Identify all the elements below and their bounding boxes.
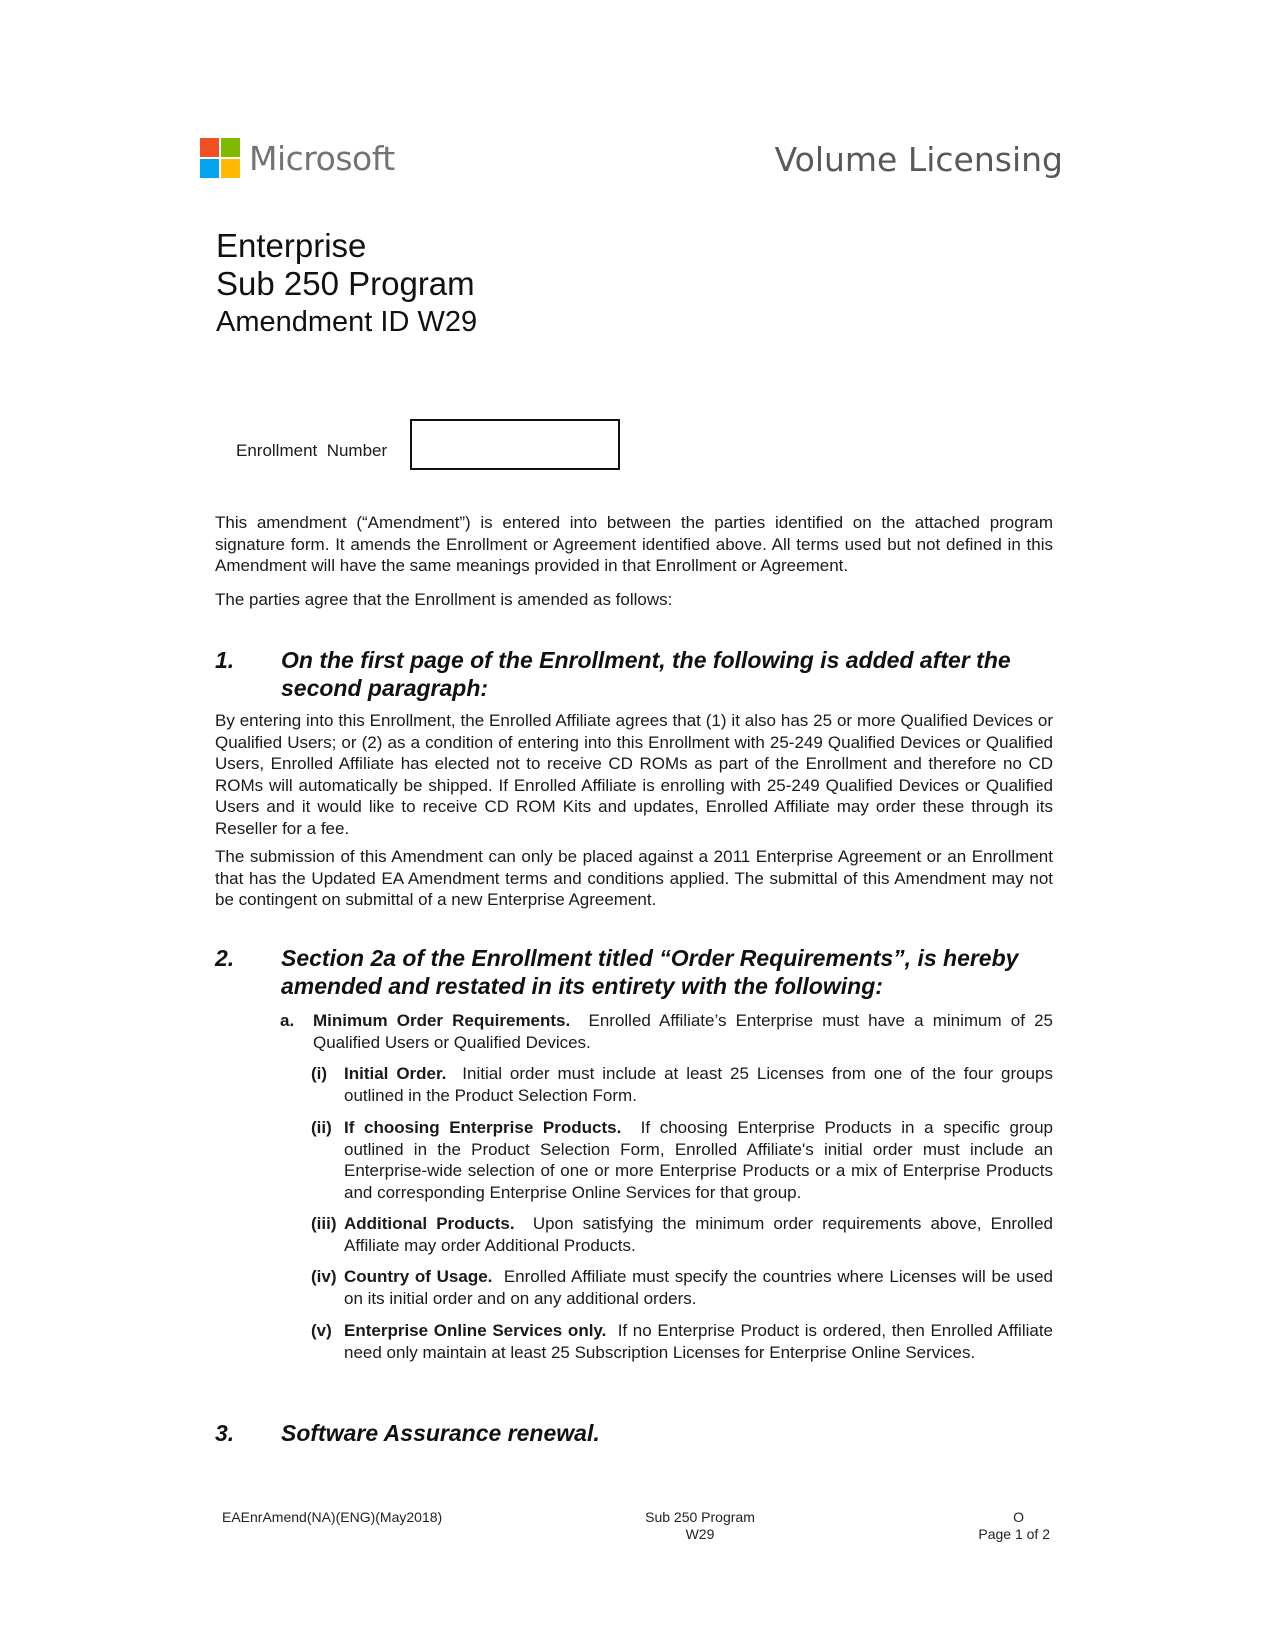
subitem-iii	[311, 1213, 1053, 1257]
subitem-iv-text: Enrolled Affiliate must specify the countries where Licenses will be used on its initial order and on any additional orders.	[344, 1267, 1053, 1308]
subitem-i-text: Initial order must include at least 25 Licenses from one of the four groups outlined in the Product Selection Form.	[344, 1064, 1053, 1105]
subitem-v	[311, 1320, 1053, 1386]
subitem-ii-text: If choosing Enterprise Products in a specific group outlined in the Product Selection Form, Enrolled Affiliate's initial order must include an Enterprise-wide selection of one or more Enterprise Products or a mix of Enterprise Products and corresponding Enterprise Online Services for that group.	[344, 1118, 1053, 1202]
section-3-heading	[215, 1419, 1055, 1449]
footer-program-name: Sub 250 Program	[645, 1509, 755, 1525]
section-2-title: Section 2a of the Enrollment titled “Order Requirements”, is hereby amended and restated in its entirety with the following:	[281, 945, 1019, 999]
subitem-iv	[311, 1266, 1053, 1310]
section-3-number: 3.	[215, 1420, 235, 1446]
subitem-iii-text: Upon satisfying the minimum order requirements above, Enrolled Affiliate may order Additional Products.	[344, 1214, 1053, 1255]
subitem-iii-label: (iii)	[311, 1214, 337, 1233]
item-a-title: Minimum Order Requirements.	[313, 1011, 571, 1030]
section-1-heading	[215, 646, 1055, 702]
subitem-v-text: If no Enterprise Product is ordered, then Enrolled Affiliate need only maintain at least 25 Subscription Licenses for Enterprise Online Services.	[344, 1321, 1053, 1362]
logo-text: Microsoft	[249, 138, 395, 178]
section-1-paragraph-2: The submission of this Amendment can only be placed against a 2011 Enterprise Agreement or an Enrollment that has the Updated EA Amendment terms and conditions applied. The submittal of this Amendment may not be contingent on submittal of a new Enterprise Agreement.	[215, 847, 1053, 909]
subitem-ii	[311, 1117, 1053, 1205]
enrollment-number-label: Enrollment Number	[236, 441, 388, 460]
microsoft-logo	[200, 138, 395, 178]
subitem-v-label: (v)	[311, 1321, 332, 1340]
enrollment-number-field[interactable]	[410, 419, 620, 470]
subitem-i-label: (i)	[311, 1064, 328, 1083]
footer-document-code: EAEnrAmend(NA)(ENG)(May2018)	[222, 1509, 443, 1525]
section-1-paragraph-1: By entering into this Enrollment, the Enrolled Affiliate agrees that (1) it also has 25 or more Qualified Devices or Qualified Users; or (2) as a condition of entering into this Enrollment with 25-249 Qualified Devices or Qualified Users, Enrolled Affiliate has elected not to receive CD ROMs as part of the Enrollment and therefore no CD ROMs will automatically be shipped. If Enrolled Affiliate is enrolling with 25-249 Qualified Devices or Qualified Users and it would like to receive CD ROM Kits and updates, Enrolled Affiliate may order these through its Reseller for a fee.	[215, 711, 1053, 838]
subitem-i	[311, 1063, 1053, 1107]
intro-agreement-line: The parties agree that the Enrollment is amended as follows:	[215, 590, 673, 609]
title-line-1: Enterprise	[216, 227, 367, 264]
footer-center	[620, 1509, 780, 1543]
document-title	[216, 227, 477, 341]
subitem-v-title: Enterprise Online Services only.	[344, 1321, 607, 1340]
item-a	[280, 1010, 1053, 1054]
item-a-text: Enrolled Affiliate’s Enterprise must have a minimum of 25 Qualified Users or Qualified Devices.	[313, 1011, 1053, 1052]
subitem-iii-title: Additional Products.	[344, 1214, 515, 1233]
section-2-number: 2.	[215, 945, 235, 971]
footer-amendment-id: W29	[685, 1526, 715, 1542]
item-a-label: a.	[280, 1011, 295, 1030]
intro-paragraph: This amendment (“Amendment”) is entered into between the parties identified on the attached program signature form. It amends the Enrollment or Agreement identified above. All terms used but not defined in this Amendment will have the same meanings provided in that Enrollment or Agreement.	[215, 513, 1053, 575]
section-3-title: Software Assurance renewal.	[281, 1420, 600, 1446]
footer-page-number: Page 1 of 2	[978, 1526, 1050, 1542]
section-1-number: 1.	[215, 647, 235, 673]
subitem-i-title: Initial Order.	[344, 1064, 447, 1083]
subitem-iv-title: Country of Usage.	[344, 1267, 493, 1286]
footer-right	[950, 1509, 1050, 1543]
section-2-heading	[215, 944, 1055, 1000]
subitem-ii-label: (ii)	[311, 1118, 332, 1137]
microsoft-logo-icon	[200, 138, 240, 178]
item-a-body	[313, 1010, 1053, 1053]
subitem-ii-title: If choosing Enterprise Products.	[344, 1118, 622, 1137]
footer-mark: O	[1013, 1509, 1024, 1525]
volume-licensing-title: Volume Licensing	[774, 140, 1063, 179]
section-1-title: On the first page of the Enrollment, the following is added after the second paragraph:	[281, 647, 1011, 701]
title-line-3: Amendment ID W29	[216, 306, 478, 338]
title-line-2: Sub 250 Program	[216, 265, 475, 302]
subitem-iv-label: (iv)	[311, 1267, 337, 1286]
